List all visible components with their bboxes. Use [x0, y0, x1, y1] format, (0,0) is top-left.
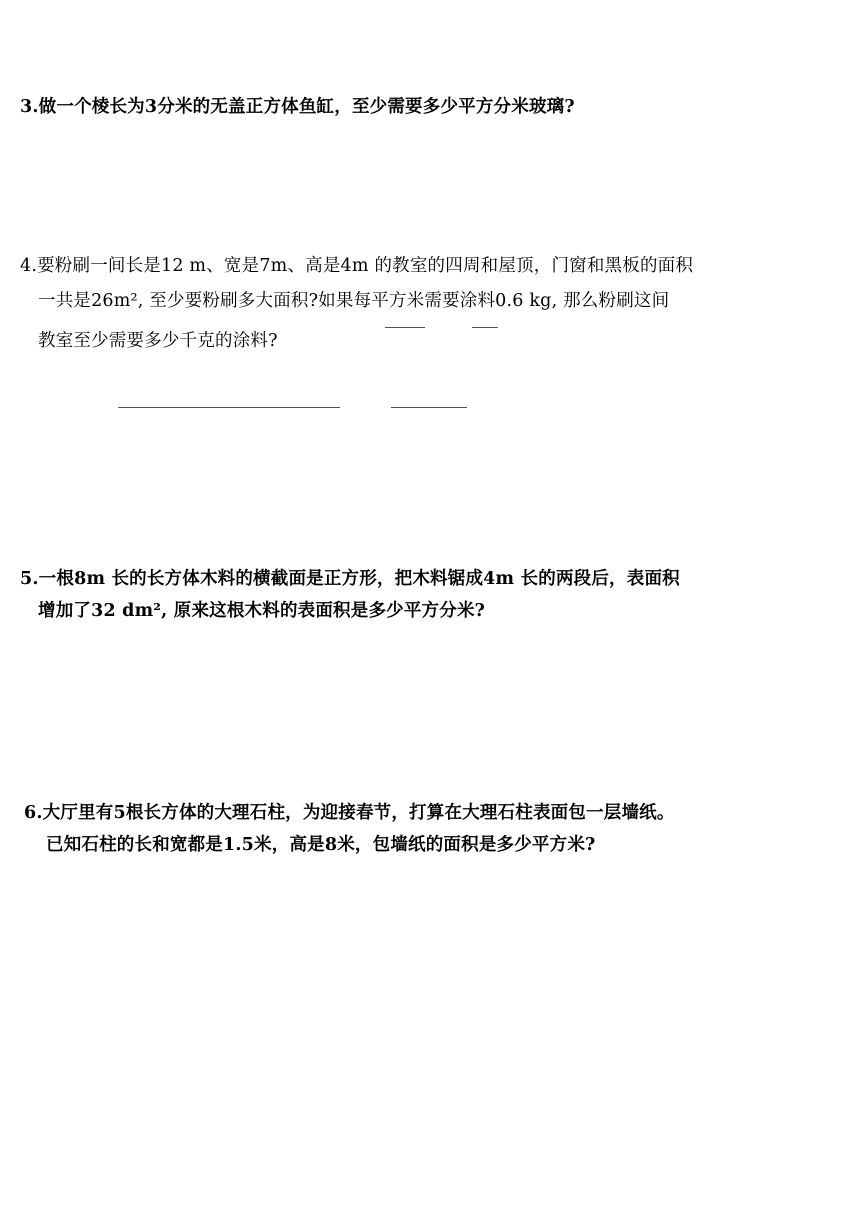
answer-blank-line — [385, 327, 425, 328]
question-5-line-2: 增加了32 dm², 原来这根木料的表面积是多少平方分米? — [38, 601, 486, 621]
answer-blank-line — [472, 327, 498, 328]
question-4-line-1: 4.要粉刷一间长是12 m、宽是7m、高是4m 的教室的四周和屋顶，门窗和黑板的面积 — [20, 256, 694, 276]
question-6-line-2: 已知石柱的长和宽都是1.5米，高是8米，包墙纸的面积是多少平方米? — [46, 835, 596, 855]
answer-blank-line — [118, 407, 340, 408]
question-5-line-1: 5.一根8m 长的长方体木料的横截面是正方形，把木料锯成4m 长的两段后，表面积 — [20, 569, 680, 589]
question-4-line-3: 教室至少需要多少千克的涂料? — [38, 331, 278, 351]
question-4-line-2: 一共是26m², 至少要粉刷多大面积?如果每平方米需要涂料0.6 kg, 那么粉刷这间 — [38, 291, 670, 311]
question-3-line-1: 3.做一个棱长为3分米的无盖正方体鱼缸，至少需要多少平方分米玻璃? — [20, 97, 575, 117]
answer-blank-line — [391, 407, 467, 408]
question-6-line-1: 6.大厅里有5根长方体的大理石柱，为迎接春节，打算在大理石柱表面包一层墙纸。 — [24, 803, 675, 823]
